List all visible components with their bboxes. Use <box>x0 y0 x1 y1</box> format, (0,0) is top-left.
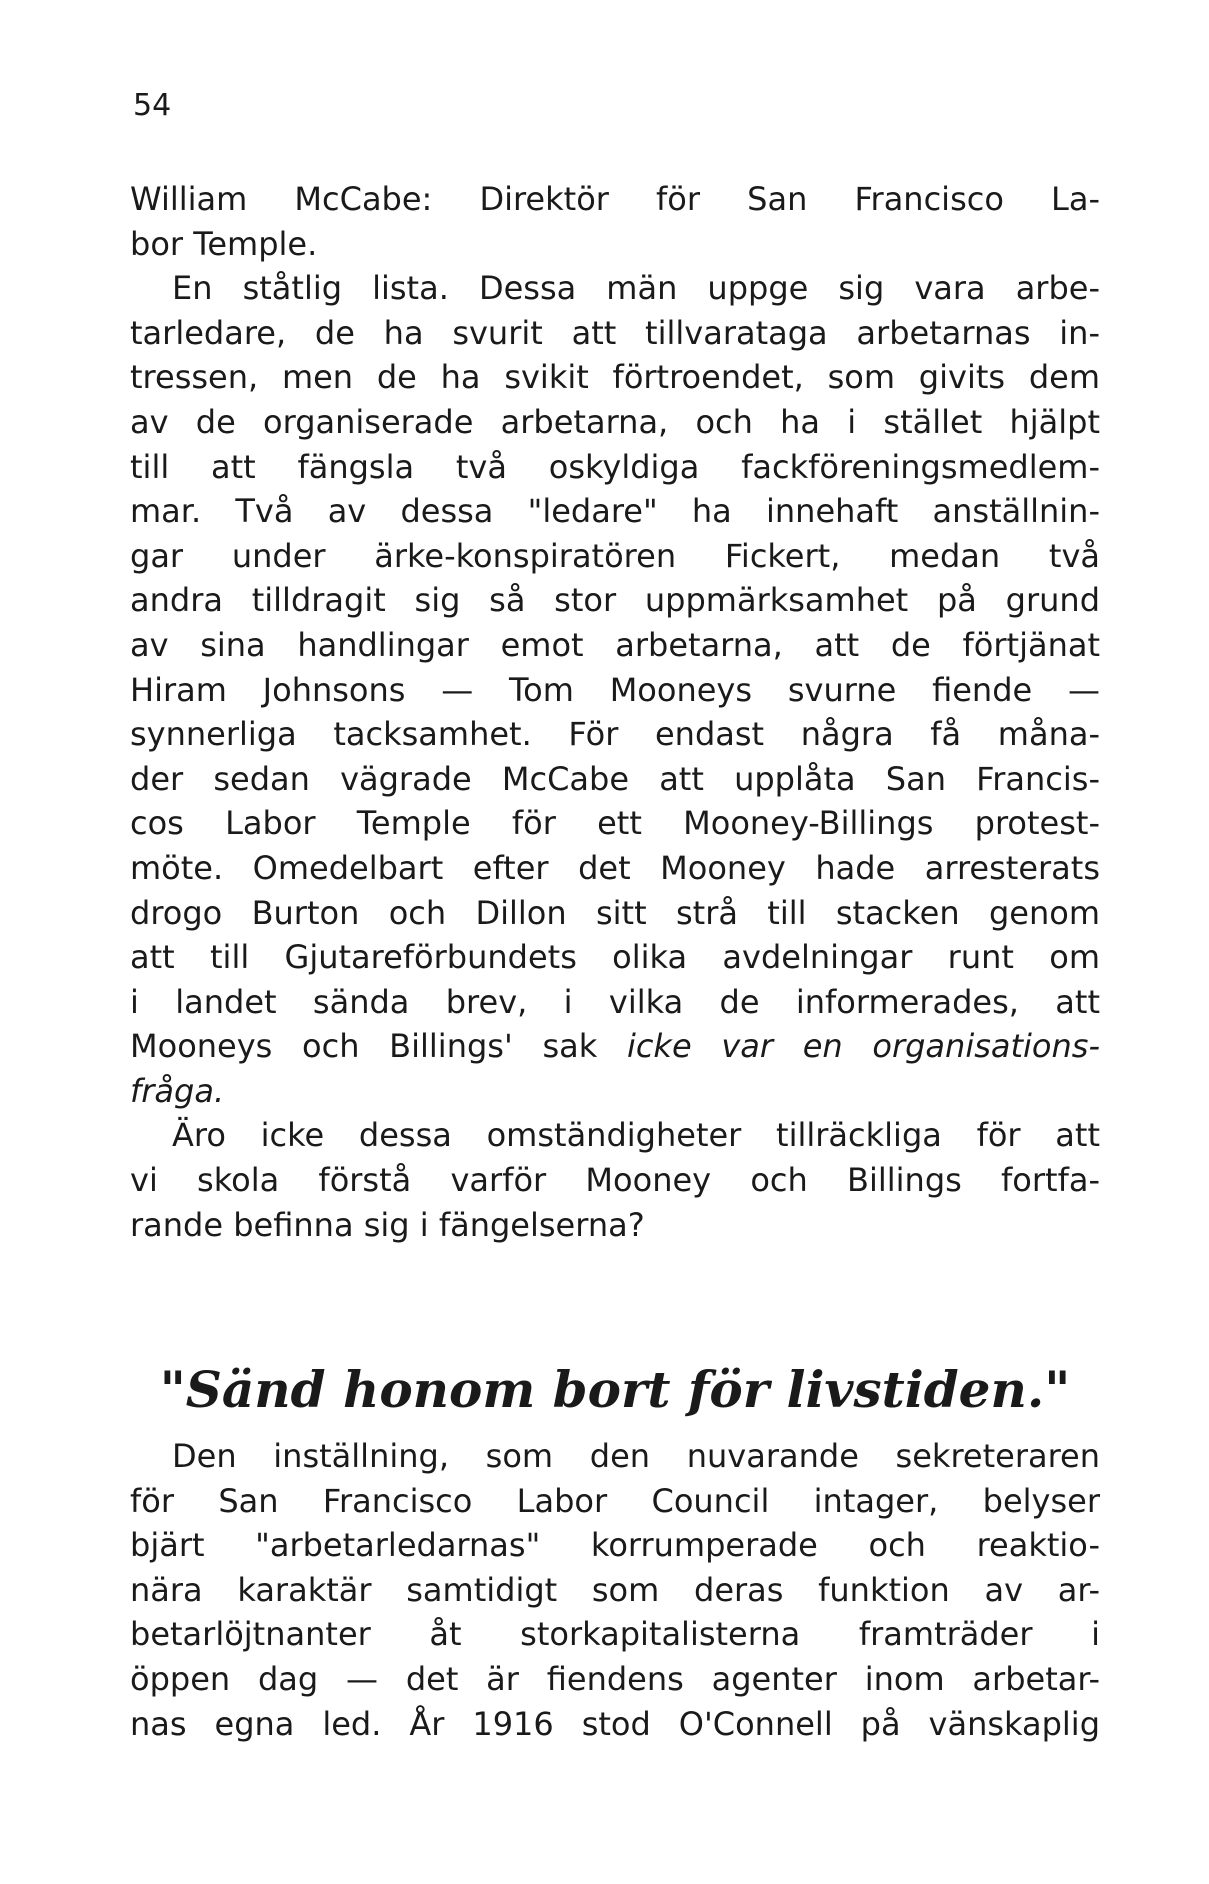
page-number: 54 <box>133 88 172 123</box>
text-line: betarlöjtnanter åt storkapitalisterna framträder i <box>130 1615 1100 1654</box>
text-line: vi skola förstå varför Mooney och Billings fortfa- <box>130 1161 1100 1200</box>
text-line: mar. Två av dessa "ledare" ha innehaft anställnin- <box>130 492 1100 531</box>
text-line: rande befinna sig i fängelserna? <box>130 1205 645 1244</box>
text-line: att till Gjutareförbundets olika avdelningar runt om <box>130 938 1100 977</box>
text-line: Den inställning, som den nuvarande sekreteraren <box>172 1437 1100 1475</box>
text-line: Äro icke dessa omständigheter tillräckliga för att <box>172 1116 1100 1155</box>
text-line: gar under ärke-konspiratören Fickert, medan två <box>130 536 1100 575</box>
body-text-block <box>130 177 1100 1247</box>
text-line: av sina handlingar emot arbetarna, att de förtjänat <box>130 625 1100 664</box>
body-text-block <box>130 1434 1100 1746</box>
text-line: nära karaktär samtidigt som deras funktion av ar- <box>130 1570 1100 1609</box>
text-line: der sedan vägrade McCabe att upplåta San Francis- <box>130 759 1100 798</box>
text-line: tressen, men de ha svikit förtroendet, som givits dem <box>130 358 1100 397</box>
section-heading: "Sänd honom bort för livstiden." <box>159 1360 1071 1419</box>
text-line: William McCabe: Direktör för San Francisco La- <box>130 180 1100 218</box>
italic-text-line: fråga. <box>130 1071 225 1110</box>
text-line: drogo Burton och Dillon sitt strå till stacken genom <box>130 893 1100 932</box>
text-line-mixed <box>130 1024 1100 1069</box>
text-line: bor Temple. <box>130 224 318 263</box>
text-segment: Mooneys och Billings' sak <box>130 1027 627 1066</box>
text-line: En ståtlig lista. Dessa män uppge sig vara arbe- <box>172 269 1100 308</box>
text-line: cos Labor Temple för ett Mooney-Billings protest- <box>130 804 1100 843</box>
text-line: i landet sända brev, i vilka de informerades, att <box>130 982 1100 1021</box>
text-line: möte. Omedelbart efter det Mooney hade arresterats <box>130 848 1100 887</box>
italic-text-segment: icke var en organisations- <box>626 1027 1100 1066</box>
text-line: Hiram Johnsons — Tom Mooneys svurne fiende — <box>130 670 1100 709</box>
text-line: bjärt "arbetarledarnas" korrumperade och reaktio- <box>130 1526 1100 1565</box>
text-line: tarledare, de ha svurit att tillvarataga arbetarnas in- <box>130 313 1100 352</box>
text-line: öppen dag — det är fiendens agenter inom arbetar- <box>130 1659 1100 1698</box>
text-line: till att fängsla två oskyldiga fackföreningsmedlem- <box>130 447 1100 486</box>
text-line: för San Francisco Labor Council intager, belyser <box>130 1481 1100 1520</box>
text-line: synnerliga tacksamhet. För endast några få måna- <box>130 715 1100 754</box>
text-line: andra tilldragit sig så stor uppmärksamhet på grund <box>130 581 1100 620</box>
text-line: av de organiserade arbetarna, och ha i stället hjälpt <box>130 402 1100 441</box>
text-line: nas egna led. År 1916 stod O'Connell på vänskaplig <box>130 1704 1100 1743</box>
